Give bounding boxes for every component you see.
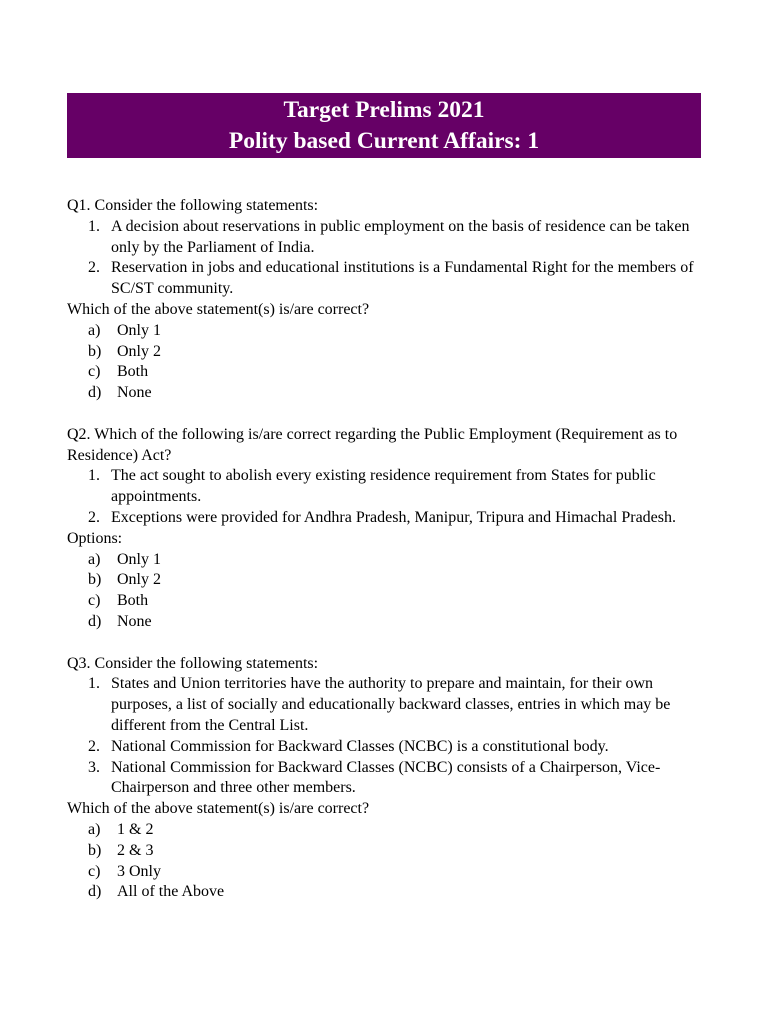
statement-number: 1. — [88, 675, 100, 693]
option-text: Only 1 — [117, 321, 161, 339]
question-prompt: Q2. Which of the following is/are correct regarding the Public Employment (Requirement as to Residence) Act? — [67, 425, 678, 464]
option-label: c) — [88, 862, 101, 880]
statement-number: 3. — [88, 758, 100, 776]
option-item — [67, 570, 707, 591]
title-line-2: Polity based Current Affairs: 1 — [228, 127, 540, 154]
option-item — [67, 321, 707, 342]
statement-number: 2. — [88, 508, 100, 526]
question-ask: Which of the above statement(s) is/are correct? — [67, 800, 370, 818]
option-item — [67, 612, 707, 633]
option-label: c) — [88, 592, 101, 610]
questions-container — [67, 196, 707, 924]
statement-text: States and Union territories have the authority to prepare and maintain, for their own purposes, a list of socially and educationally backward classes, entries in which may be different from the Central List. — [111, 675, 671, 734]
option-label: a) — [88, 321, 101, 339]
question-prompt: Q1. Consider the following statements: — [67, 197, 319, 214]
option-label: d) — [88, 883, 102, 901]
option-item — [67, 841, 707, 862]
statement-list — [67, 466, 707, 528]
option-text: Both — [117, 363, 149, 381]
statement-text: Reservation in jobs and educational institutions is a Fundamental Right for the members of SC/ST community. — [111, 259, 694, 298]
option-item — [67, 550, 707, 571]
statement-text: Exceptions were provided for Andhra Pradesh, Manipur, Tripura and Himachal Pradesh. — [111, 508, 677, 526]
question-ask: Which of the above statement(s) is/are correct? — [67, 300, 370, 318]
title-line-1: Target Prelims 2021 — [283, 96, 485, 123]
option-item — [67, 862, 707, 883]
option-text: None — [117, 384, 152, 402]
option-text: All of the Above — [117, 883, 225, 901]
option-item — [67, 591, 707, 612]
statement-item — [67, 674, 707, 736]
option-label: b) — [88, 841, 102, 859]
question-2 — [67, 425, 707, 633]
option-text: None — [117, 612, 152, 630]
statement-item — [67, 758, 707, 800]
option-label: d) — [88, 384, 102, 402]
option-text: Only 2 — [117, 342, 161, 360]
statement-text: A decision about reservations in public employment on the basis of residence can be taken only by the Parliament of India. — [111, 217, 690, 256]
statement-list — [67, 674, 707, 799]
option-label: b) — [88, 342, 102, 360]
statement-number: 2. — [88, 737, 100, 755]
question-1 — [67, 196, 707, 404]
title-banner — [67, 93, 701, 158]
option-text: Only 1 — [117, 550, 161, 568]
option-item — [67, 342, 707, 363]
question-3 — [67, 654, 707, 904]
option-item — [67, 820, 707, 841]
statement-item — [67, 258, 707, 300]
option-text: 2 & 3 — [117, 841, 154, 859]
statement-item — [67, 508, 707, 529]
option-text: 1 & 2 — [117, 820, 154, 838]
statement-list — [67, 217, 707, 300]
option-text: Only 2 — [117, 571, 161, 589]
option-text: Both — [117, 592, 149, 610]
option-text: 3 Only — [117, 862, 161, 880]
option-list — [67, 820, 707, 903]
option-item — [67, 383, 707, 404]
option-label: d) — [88, 612, 102, 630]
option-label: b) — [88, 571, 102, 589]
option-list — [67, 321, 707, 404]
statement-text: National Commission for Backward Classes (NCBC) is a constitutional body. — [111, 737, 609, 755]
option-label: c) — [88, 363, 101, 381]
option-item — [67, 882, 707, 903]
statement-text: The act sought to abolish every existing residence requirement from States for public appointments. — [111, 467, 656, 506]
statement-item — [67, 217, 707, 259]
statement-number: 1. — [88, 467, 100, 485]
option-label: a) — [88, 550, 101, 568]
option-item — [67, 362, 707, 383]
option-list — [67, 550, 707, 633]
question-prompt: Q3. Consider the following statements: — [67, 654, 319, 672]
statement-text: National Commission for Backward Classes (NCBC) consists of a Chairperson, Vice-Chairperson and three other members. — [111, 758, 661, 797]
statement-item — [67, 466, 707, 508]
question-ask: Options: — [67, 529, 123, 547]
option-label: a) — [88, 820, 101, 838]
statement-number: 1. — [88, 217, 100, 235]
statement-item — [67, 737, 707, 758]
statement-number: 2. — [88, 259, 100, 277]
